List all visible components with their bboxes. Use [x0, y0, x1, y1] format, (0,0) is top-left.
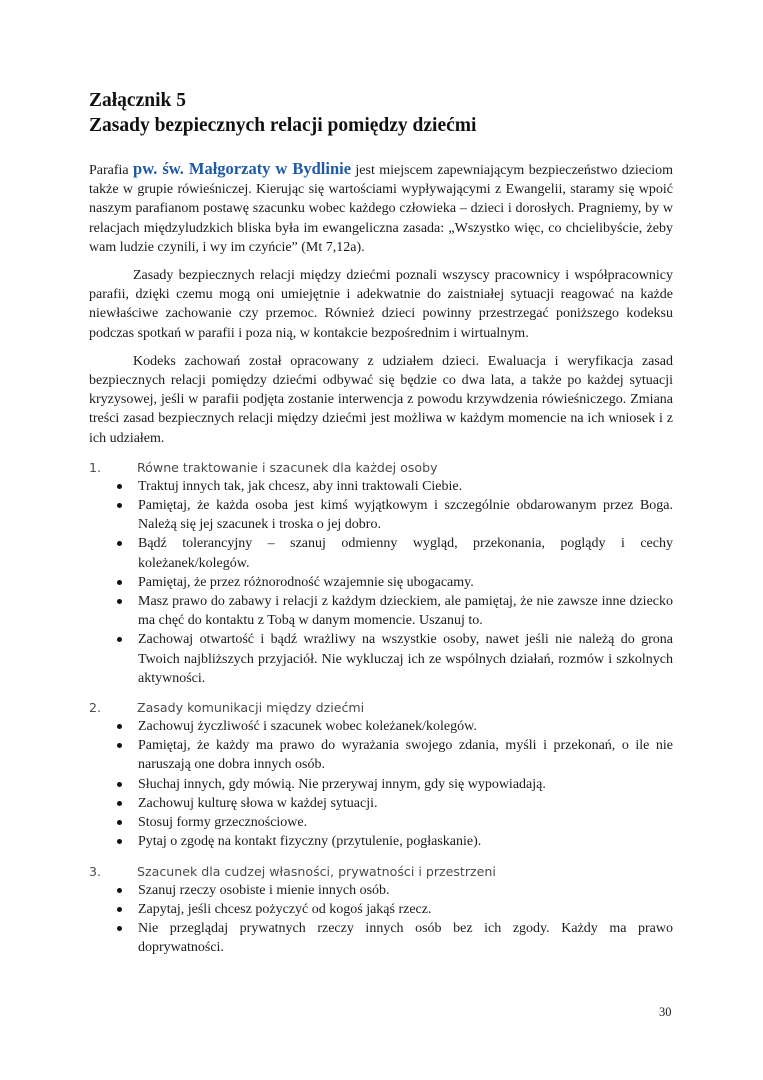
list-item: Pamiętaj, że przez różnorodność wzajemnie się ubogacamy.: [89, 573, 673, 592]
page-title: [89, 88, 673, 138]
list-item: Pamiętaj, że każda osoba jest kimś wyjątkowym i szczególnie obdarowanym przez Boga. Należą się jej szacunek i troska o jej dobro.: [89, 496, 673, 534]
section-title: Szacunek dla cudzej własności, prywatności i przestrzeni: [137, 863, 496, 879]
section-title: Zasady komunikacji między dziećmi: [137, 700, 365, 716]
list-item: Słuchaj innych, gdy mówią. Nie przerywaj innym, gdy się wypowiadają.: [89, 775, 673, 794]
section-heading: [89, 862, 673, 881]
list-item: Stosuj formy grzecznościowe.: [89, 813, 673, 832]
section-number: 3.: [89, 863, 102, 879]
page-number: 30: [659, 1005, 672, 1019]
list-item: Nie przeglądaj prywatnych rzeczy innych osób bez ich zgody. Każdy ma prawo doprywatności.: [89, 919, 673, 957]
bullet-list: [89, 717, 673, 851]
intro-prefix: Parafia: [89, 163, 129, 178]
list-item: Masz prawo do zabawy i relacji z każdym dzieckiem, ale pamiętaj, że nie zawsze inne dziecko ma chęć do kontaktu z Tobą w danym momencie. Uszanuj to.: [89, 592, 673, 630]
section-heading: [89, 458, 673, 477]
page-content: [89, 88, 673, 957]
list-item: Traktuj innych tak, jak chcesz, aby inni traktowali Ciebie.: [89, 477, 673, 496]
paragraph-code: Kodeks zachowań został opracowany z udziałem dzieci. Ewaluacja i weryfikacja zasad bezpiecznych relacji pomiędzy dziećmi odbywać się będzie co dwa lata, a także po każdej sytuacji kryzysowej, jeśli w parafii podjęta zostanie interwencja z powodu krzywdzenia rówieśniczego. Zmiana treści zasad bezpiecznych relacji między dziećmi jest możliwa w każdym momencie na ich wniosek i z ich udziałem.: [89, 353, 673, 446]
section-number: 2.: [89, 700, 102, 716]
section-number: 1.: [89, 459, 102, 475]
list-item: Zapytaj, jeśli chcesz pożyczyć od kogoś jakąś rzecz.: [89, 900, 673, 919]
list-item: Pytaj o zgodę na kontakt fizyczny (przytulenie, pogłaskanie).: [89, 832, 673, 851]
parish-name: pw. św. Małgorzaty w Bydlinie: [133, 159, 352, 178]
title-line-annex: Załącznik 5: [89, 90, 186, 111]
section-title: Równe traktowanie i szacunek dla każdej osoby: [137, 459, 438, 475]
paragraph-staff: Zasady bezpiecznych relacji między dziećmi poznali wszyscy pracownicy i współpracownicy parafii, dzięki czemu mogą oni umiejętnie i adekwatnie do zaistniałej sytuacji reagować na każde niewłaściwe zachowanie czy przemoc. Również dzieci powinny przestrzegać poniższego kodeksu podczas spotkań w parafii i poza nią, w kontakcie bezpośrednim i wirtualnym.: [89, 268, 673, 341]
list-item: Pamiętaj, że każdy ma prawo do wyrażania swojego zdania, myśli i przekonań, o ile nie naruszają one dobra innych osób.: [89, 736, 673, 774]
section-2: [89, 698, 673, 851]
bullet-list: [89, 477, 673, 688]
intro-paragraph: [89, 159, 673, 257]
intro-suffix: jest miejscem zapewniającym bezpieczeństwo dzieciom także w grupie rówieśniczej. Kierując się wartościami wypływającymi z Ewangelii, staramy się wpoić naszym parafianom postawę szacunku wobec każdego człowieka – dzieci i dorosłych. Pragniemy, by w relacjach międzyludzkich bliska była im ewangeliczna zasada: „Wszystko więc, co chcielibyście, żeby wam ludzie czynili, i wy im czyńcie” (Mt 7,12a).: [89, 163, 673, 255]
section-heading: [89, 698, 673, 717]
section-1: [89, 458, 673, 688]
bullet-list: [89, 881, 673, 958]
section-3: [89, 862, 673, 958]
list-item: Szanuj rzeczy osobiste i mienie innych osób.: [89, 881, 673, 900]
list-item: Bądź tolerancyjny – szanuj odmienny wygląd, przekonania, poglądy i cechy koleżanek/kolegów.: [89, 534, 673, 572]
list-item: Zachowuj kulturę słowa w każdej sytuacji.: [89, 794, 673, 813]
title-line-subject: Zasady bezpiecznych relacji pomiędzy dziećmi: [89, 115, 477, 136]
list-item: Zachowaj otwartość i bądź wrażliwy na wszystkie osoby, nawet jeśli nie należą do grona Twoich najbliższych przyjaciół. Nie wykluczaj ich ze wspólnych działań, rozmów i szkolnych aktywności.: [89, 630, 673, 688]
list-item: Zachowuj życzliwość i szacunek wobec koleżanek/kolegów.: [89, 717, 673, 736]
